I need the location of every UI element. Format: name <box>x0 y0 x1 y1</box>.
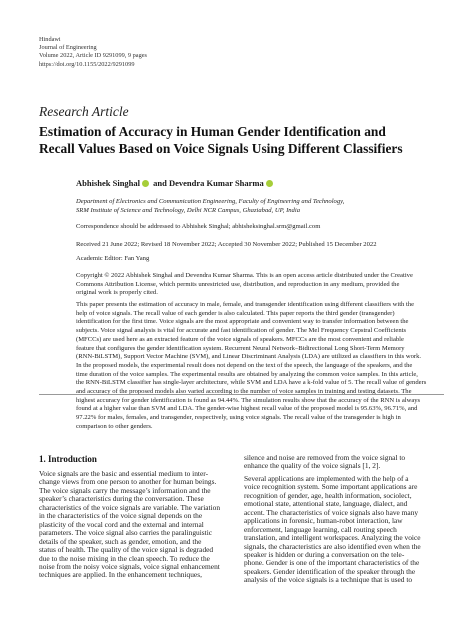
abstract-line: highest accuracy for gender identification is found as 94.44%. The simulation results show that the accuracy of the RNN is always <box>76 396 421 404</box>
correspondence: Correspondence should be addressed to Abhishek Singhal; abhisheksinghal.srm@gmail.com <box>76 223 321 230</box>
article-type: Research Article <box>39 104 129 119</box>
author-1[interactable]: Abhishek Singhal <box>76 178 141 188</box>
abstract <box>76 301 448 432</box>
author-2[interactable]: Devendra Kumar Sharma <box>169 178 264 188</box>
body-line: speaker’s characteristics during the conversation. These <box>39 494 204 504</box>
body-line: Several applications are implemented with the help of a <box>244 473 409 483</box>
abstract-line: and accuracy of the proposed models also varied according to the number of voice samples in training and testing datasets. The <box>76 388 412 396</box>
body-line: analysis of the voice signals is a technique that is used to <box>244 575 413 585</box>
abstract-line: 97.22% for males, females, and transgender, respectively, using voice signals. The recall value of the transgender is high in <box>76 414 401 422</box>
copyright-line: Copyright © 2022 Abhishek Singhal and Devendra Kumar Sharma. This is an open access article distributed under the Creative <box>76 272 413 279</box>
body-line: speaker is hidden or during a conversation on the tele- <box>244 549 405 559</box>
journal-name: Journal of Engineering <box>39 44 97 52</box>
abstract-line: time duration of the voice samples. The experimental results are obtained by analyzing the common voice samples. In this article, <box>76 370 418 378</box>
body-line: voice recognition system. Some important applications are <box>244 482 418 492</box>
abstract-line: This paper presents the estimation of accuracy in male, female, and transgender identification using different classifiers with the <box>76 301 415 308</box>
orcid-icon[interactable] <box>266 180 273 187</box>
body-line: enforcement, language learning, call routing speech <box>244 524 397 534</box>
copyright-notice <box>76 272 448 298</box>
copyright-line: original work is properly cited. <box>76 289 158 297</box>
body-line: The voice signals carry the message’s information and the <box>39 485 211 495</box>
abstract-line: feature that configures the gender identification system. Recurrent Neural Network–Bidirectional Long Short-Term Memory <box>76 344 405 352</box>
body-line: plasticity of the vocal cord and the external and internal <box>39 519 204 529</box>
affiliation-line: Department of Electronics and Communication Engineering, Faculty of Engineering and Technology, <box>76 198 345 205</box>
abstract-line: the RNN-BiLSTM classifier has single-layer architecture, while SVM and LDA have a k-fold value of 5. The recall value of genders <box>76 379 427 387</box>
abstract-line: In the proposed models, the experimental result does not depend on the text of the speech, the language of the speakers, and the <box>76 361 413 369</box>
body-line: emotional state, attentional state, language, dialect, and <box>244 499 408 509</box>
affiliation <box>76 198 448 215</box>
abstract-line: comparison to other genders. <box>76 422 153 430</box>
body-line: characteristics of the voice signals are variable. The variation <box>39 502 221 512</box>
publisher-name: Hindawi <box>39 36 61 43</box>
body-line: translation, and intelligent workspaces. Analyzing the voice <box>244 533 421 543</box>
paper-title <box>39 123 444 157</box>
body-line: accent. The characteristics of voice signals also have many <box>244 507 419 517</box>
publication-dates: Received 21 June 2022; Revised 18 November 2022; Accepted 30 November 2022; Published 15 December 2022 <box>76 241 377 248</box>
section-divider <box>39 394 444 395</box>
right-column <box>244 454 444 585</box>
body-line: enhance the quality of the voice signals [1, 2]. <box>244 461 381 471</box>
abstract-line: identification for the first time. Voice signals are the most appropriate and convenient way to transfer information between the <box>76 318 409 326</box>
body-line: Voice signals are the basic and essential medium to inter- <box>39 469 209 478</box>
body-line: recognition of gender, age, health information, sociolect, <box>244 490 412 500</box>
abstract-line: subjects. Voice signal analysis is vital for accurate and fast identification of gender. The Mel Frequency Cepstral Coefficients <box>76 327 407 335</box>
body-line: applications in forensic, human-robot interaction, law <box>244 516 403 526</box>
body-line: techniques are applied. In the enhancement techniques, <box>39 570 202 580</box>
copyright-line: Commons Attribution License, which permits unrestricted use, distribution, and reproduction in any medium, provided the <box>76 280 400 288</box>
abstract-line: (MFCCs) are used here as an extracted feature of the voice signals of speakers. MFCCs are the most convenient and reliable <box>76 335 404 343</box>
volume-info: Volume 2022, Article ID 9291099, 9 pages <box>39 52 147 60</box>
section-heading: 1. Introduction <box>39 454 97 464</box>
body-line: parameters. The voice signal also carries the paralinguistic <box>39 528 213 538</box>
body-line: speakers. Gender identification of the speaker through the <box>244 566 416 576</box>
abstract-line: found at a higher value than SVM and LDA. The gender-wise highest recall value of the proposed model is 95.63%, 96.71%, and <box>76 405 418 413</box>
left-column <box>39 470 234 580</box>
body-line: phone. Gender is one of the important characteristics of the <box>244 558 420 568</box>
body-line: silence and noise are removed from the voice signal to <box>244 453 406 462</box>
body-line: due to the noise mixing in the clean speech. To reduce the <box>39 553 210 563</box>
body-line: details of the speaker, such as gender, emotion, and the <box>39 536 202 546</box>
doi-link[interactable]: https://doi.org/10.1155/2022/9291099 <box>39 60 135 68</box>
title-line-2: Recall Values Based on Voice Signals Using Different Classifiers <box>39 141 403 156</box>
body-line: in the characteristics of the voice signal depends on the <box>39 511 203 521</box>
body-line: signals, the characteristics are also identified even when the <box>244 541 421 551</box>
author-list <box>76 178 275 188</box>
orcid-icon[interactable] <box>142 180 149 187</box>
author-connector: and <box>153 178 167 188</box>
affiliation-line: SRM Institute of Science and Technology, Delhi NCR Campus, Ghaziabad, UP, India <box>76 206 300 214</box>
journal-header <box>39 36 147 69</box>
academic-editor: Academic Editor: Fan Yang <box>76 255 150 262</box>
abstract-line: (RNN-BiLSTM), Support Vector Machine (SVM), and Linear Discriminant Analysis (LDA) are utilized as classifiers in this work. <box>76 353 422 361</box>
body-line: status of health. The quality of the voice signal is degraded <box>39 545 214 555</box>
abstract-line: help of voice signals. The recall value of each gender is also calculated. This paper reports the third gender (transgender) <box>76 309 395 317</box>
body-line: change views from one person to another for human beings. <box>39 477 217 487</box>
title-line-1: Estimation of Accuracy in Human Gender Identification and <box>39 124 386 139</box>
body-line: noise from the noisy voice signals, voice signal enhancement <box>39 561 220 571</box>
